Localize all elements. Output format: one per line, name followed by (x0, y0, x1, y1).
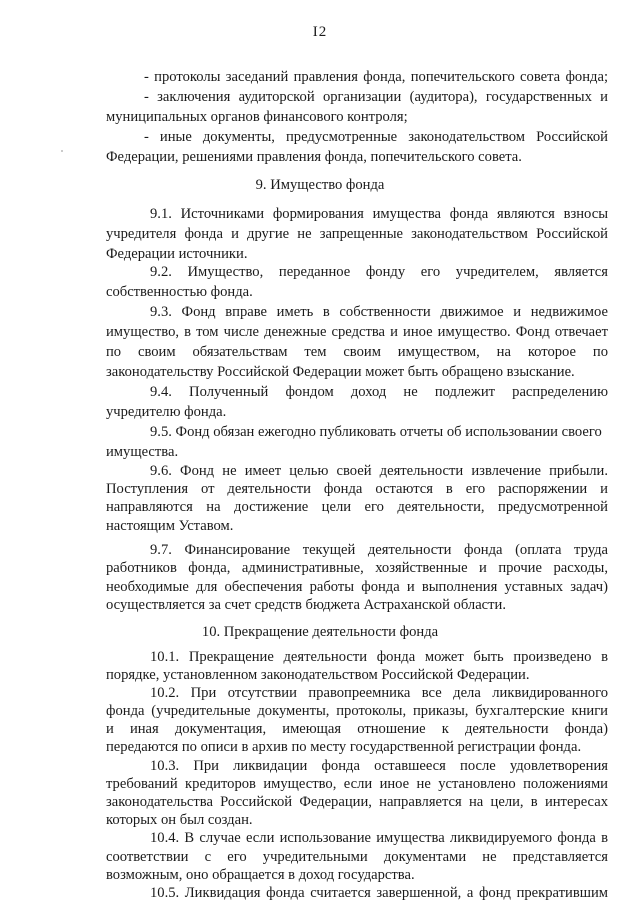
paragraph-line: настоящим Уставом. (106, 518, 234, 534)
paragraph-line: учредителю фонда. (106, 404, 227, 420)
scan-speck (61, 150, 63, 152)
paragraph-line: фонда (учредительные документы, протоколы, приказы, бухгалтерские книги (106, 703, 608, 719)
paragraph-line: 10.1. Прекращение деятельности фонда может быть произведено в (150, 649, 608, 665)
paragraph-line: и иная документация, имеющая отношение к деятельности фонда) (106, 721, 608, 737)
page-number: I2 (312, 24, 328, 40)
paragraph-line: 10.2. При отсутствии правопреемника все дела ликвидированного (150, 685, 608, 701)
paragraph-line: работников фонда, административные, хозяйственные и прочие расходы, (106, 560, 608, 576)
paragraph-line: собственностью фонда. (106, 284, 253, 300)
paragraph-line: 10.3. При ликвидации фонда оставшееся после удовлетворения (150, 758, 608, 774)
list-item-protocols: - протоколы заседаний правления фонда, попечительского совета фонда; (144, 69, 608, 85)
paragraph-line: 9.3. Фонд вправе иметь в собственности движимое и недвижимое (150, 304, 608, 320)
list-item-other-cont: Федерации, решениями правления фонда, попечительского совета. (106, 149, 522, 165)
list-item-audit-cont: муниципальных органов финансового контроля; (106, 109, 408, 125)
paragraph-line: 9.5. Фонд обязан ежегодно публиковать отчеты об использовании своего (150, 424, 602, 440)
paragraph-line: 9.2. Имущество, переданное фонду его учредителем, является (150, 264, 608, 280)
paragraph-line: законодательству Российской Федерации может быть обращено взыскание. (106, 364, 575, 380)
paragraph-line: возможным, оно обращается в доход государства. (106, 867, 415, 883)
paragraph-line: 10.4. В случае если использование имущества ликвидируемого фонда в (150, 830, 608, 846)
paragraph-line: передаются по описи в архив по месту государственной регистрации фонда. (106, 739, 582, 755)
paragraph-line: 9.4. Полученный фондом доход не подлежит распределению (150, 384, 608, 400)
paragraph-line: 9.6. Фонд не имеет целью своей деятельности извлечение прибыли. (150, 463, 608, 479)
paragraph-line: необходимые для обеспечения работы фонда и выполнения уставных задач) (106, 579, 608, 595)
paragraph-line: соответствии с его учредительными документами не представляется (106, 849, 608, 865)
paragraph-line: требований кредиторов имущество, если иное не установлено положениями (106, 776, 608, 792)
paragraph-line: направляются на достижение цели его деятельности, предусмотренной (106, 499, 608, 515)
paragraph-line: Федерации источники. (106, 246, 248, 262)
list-item-audit: - заключения аудиторской организации (аудитора), государственных и (144, 89, 608, 105)
paragraph-line: 9.7. Финансирование текущей деятельности фонда (оплата труда (150, 542, 608, 558)
paragraph-line: которых он был создан. (106, 812, 253, 828)
paragraph-line: 9.1. Источниками формирования имущества фонда являются взносы (150, 206, 608, 222)
paragraph-line: Поступления от деятельности фонда остаются в его распоряжении и (106, 481, 608, 497)
paragraph-line: имущество, в том числе денежные средства и иное имущество. Фонд отвечает (106, 324, 608, 340)
paragraph-line: по своим обязательствам тем своим имуществом, на которое по (106, 344, 608, 360)
paragraph-line: учредителя фонда и другие не запрещенные законодательством Российской (106, 226, 608, 242)
paragraph-line: осуществляется за счет средств бюджета Астраханской области. (106, 597, 506, 613)
section-heading-9: 9. Имущество фонда (255, 177, 385, 193)
paragraph-line: порядке, установленном законодательством Российской Федерации. (106, 667, 530, 683)
list-item-other: - иные документы, предусмотренные законодательством Российской (144, 129, 608, 145)
paragraph-line: 10.5. Ликвидация фонда считается завершенной, а фонд прекратившим (150, 885, 608, 901)
paragraph-line: законодательства Российской Федерации, направляется на цели, в интересах (106, 794, 608, 810)
paragraph-line: имущества. (106, 444, 179, 460)
section-heading-10: 10. Прекращение деятельности фонда (201, 624, 439, 640)
